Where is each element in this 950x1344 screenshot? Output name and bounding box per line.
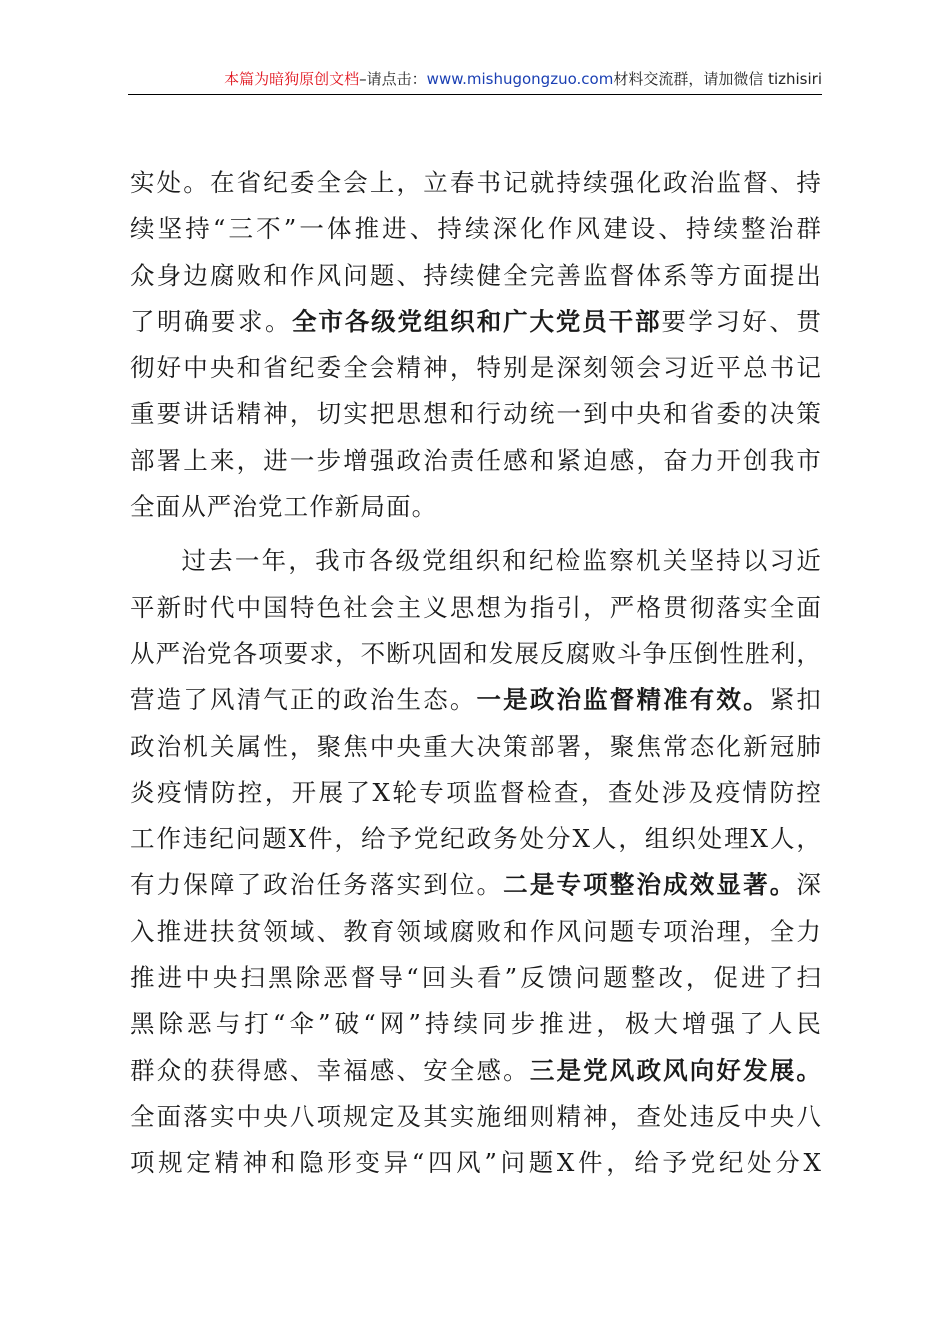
text-line [130,862,822,908]
text-run: 了明确要求。 [130,306,292,336]
text-line: 续坚持“三不”一体推进、持续深化作风建设、持续整治群 [130,214,822,244]
document-body [130,160,822,1187]
text-line [130,1048,822,1094]
text-line: 工作违纪问题X件，给予党纪政务处分X人，组织处理X人， [130,824,822,854]
emphasis-text: 三是党风政风向好发展。 [529,1055,822,1085]
text-line [130,299,822,345]
header-link[interactable]: www.mishugongzuo.com [426,70,614,88]
text-run: 紧扣 [769,685,822,715]
text-run: 深 [796,870,822,900]
emphasis-text: 全市各级党组织和广大党员干部 [291,306,662,336]
text-run: 群众的获得感、幸福感、安全感。 [130,1055,530,1085]
text-run: 过去一年，我市各级党组织和纪检监察机关坚持以习近 [181,546,822,576]
text-line: 平新时代中国特色社会主义思想为指引，严格贯彻落实全面 [130,592,822,622]
paragraph-2 [130,538,822,1186]
text-line: 实处。在省纪委全会上，立春书记就持续强化政治监督、持 [130,168,822,197]
text-line: 政治机关属性，聚焦中央重大决策部署，聚焦常态化新冠肺 [130,731,822,761]
text-line: 全面从严治党工作新局面。 [130,492,438,522]
header-prompt: –请点击： [359,70,427,88]
header-brand: 本篇为暗狗原创文档 [224,70,360,88]
text-line: 重要讲话精神，切实把思想和行动统一到中央和省委的决策 [130,399,822,429]
text-line: 入推进扶贫领域、教育领域腐败和作风问题专项治理，全力 [130,916,822,946]
text-line: 全面落实中央八项规定及其实施细则精神，查处违反中央八 [130,1101,822,1131]
text-run: 要学习好、贯 [661,306,822,336]
text-line [130,538,822,584]
emphasis-text: 二是专项整治成效显著。 [503,870,797,900]
paragraph-1 [130,160,822,530]
text-line: 众身边腐败和作风问题、持续健全完善监督体系等方面提出 [130,260,822,290]
text-line: 彻好中央和省纪委全会精神，特别是深刻领会习近平总书记 [130,353,822,383]
text-line: 部署上来，进一步增强政治责任感和紧迫感，奋力开创我市 [130,445,822,475]
text-line: 炎疫情防控，开展了X轮专项监督检查，查处涉及疫情防控 [130,777,822,807]
emphasis-text: 一是政治监督精准有效。 [476,685,770,715]
header-contact: 材料交流群，请加微信 tizhisiri [613,70,822,88]
text-line: 从严治党各项要求，不断巩固和发展反腐败斗争压倒性胜利， [130,638,822,668]
page-header [128,64,822,95]
text-line [130,677,822,723]
text-line: 推进中央扫黑除恶督导“回头看”反馈问题整改，促进了扫 [130,963,822,993]
text-run: 有力保障了政治任务落实到位。 [130,870,504,900]
text-run: 营造了风清气正的政治生态。 [130,685,477,715]
text-line: 项规定精神和隐形变异“四风”问题X件，给予党纪处分X [130,1148,822,1178]
text-line: 黑除恶与打“伞”破“网”持续同步推进，极大增强了人民 [130,1009,822,1039]
